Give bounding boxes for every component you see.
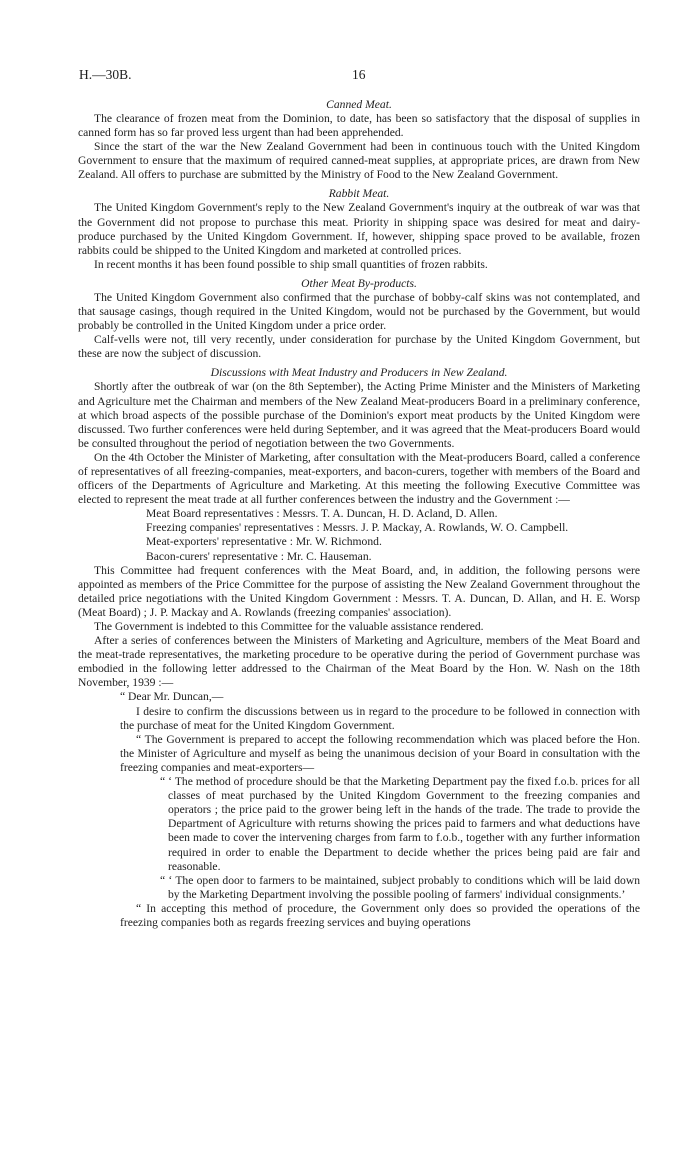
committee-list [146,507,640,563]
paragraph: Shortly after the outbreak of war (on the 8th September), the Acting Prime Minister and the Ministers of Marketing and Agriculture met the Chairman and members of the New Zealand Meat-producers Board in a preliminary conference, at which broad aspects of the possible purchase of the Dominion's export meat products by the United Kingdom were discussed. Two further conferences were held during September, and it was agreed that the Meat-producers Board would be consulted throughout the period of negotiation between the two Governments. [78,380,640,450]
list-item: Meat-exporters' representative : Mr. W. Richmond. [146,535,382,549]
paragraph: Since the start of the war the New Zealand Government had been in continuous touch with the United Kingdom Government to ensure that the maximum of required canned-meat supplies, at appropriate prices, are drawn from New Zealand. All offers to purchase are submitted by the Ministry of Food to the New Zealand Government. [78,140,640,182]
paragraph: The Government is indebted to this Committee for the valuable assistance rendered. [94,620,484,633]
letter-salutation: “ Dear Mr. Duncan,— [120,690,224,704]
quoted-recommendation: “ ‘ The method of procedure should be that the Marketing Department pay the fixed f.o.b. prices for all classes of meat purchased by the United Kingdom Government to the freezing companies and operators ; the price paid to the grower being left in the hands of the trade. The trade to provide the Department of Agriculture with returns showing the prices paid to farmers and what deductions have been made to cover the intervening charges from farm to f.o.b., together with any further information required in order to enable the Department to decide whether the prices being paid are fair and reasonable. [160,775,640,873]
section-heading-by-products: Other Meat By-products. [301,276,417,290]
paragraph: This Committee had frequent conferences with the Meat Board, and, in addition, the following persons were appointed as members of the Price Committee for the purpose of assisting the New Zealand Government throughout the detailed price negotiations with the United Kingdom Government : Messrs. T. A. Duncan, D. Allan, and H. E. Worsp (Meat Board) ; J. P. Mackay and A. Rowlands (freezing companies' association). [78,563,640,619]
section-heading-rabbit-meat: Rabbit Meat. [328,187,390,201]
page-number: 16 [352,67,366,82]
paragraph: After a series of conferences between the Ministers of Marketing and Agriculture, members of the Meat Board and the meat-trade representatives, the marketing procedure to be operative during the period of Government purchase was embodied in the following letter addressed to the Chairman of the Meat Board by the Hon. W. Nash on the 18th November, 1939 :— [78,634,640,690]
list-item: Meat Board representatives : Messrs. T. A. Duncan, H. D. Acland, D. Allen. [146,507,498,521]
list-item: Bacon-curers' representative : Mr. C. Hauseman. [146,549,372,563]
paragraph: In recent months it has been found possible to ship small quantities of frozen rabbits. [94,257,488,271]
paragraph: “ The Government is prepared to accept the following recommendation which was placed before the Hon. the Minister of Agriculture and myself as being the unanimous decision of your Board in consultation with the freezing companies and meat-exporters— [120,732,640,774]
section-heading-discussions: Discussions with Meat Industry and Producers in New Zealand. [210,366,508,380]
paragraph: The United Kingdom Government's reply to the New Zealand Government's inquiry at the outbreak of war was that the Government did not propose to purchase this meat. Priority in shipping space was desired for meat and dairy-produce purchased by the United Kingdom Government. If, however, shipping space proved to be available, frozen rabbits could be shipped to the United Kingdom and marketed at controlled prices. [78,201,640,257]
paragraph: I desire to confirm the discussions between us in regard to the procedure to be followed in connection with the purchase of meat for the United Kingdom Government. [120,704,640,732]
letter-body [120,902,640,930]
body-text [78,98,640,930]
letter-body [120,705,640,775]
paragraph: The clearance of frozen meat from the Dominion, to date, has been so satisfactory that the disposal of supplies in canned form has so far proved less urgent than had been apprehended. [78,112,640,140]
list-item: Freezing companies' representatives : Messrs. J. P. Mackay, A. Rowlands, W. O. Campbell. [146,521,569,535]
quoted-recommendation: “ ‘ The open door to farmers to be maintained, subject probably to conditions which will be laid down by the Marketing Department involving the possible pooling of farmers' individual consignments.’ [160,873,640,901]
paragraph: Calf-vells were not, till very recently, under consideration for purchase by the United Kingdom Government, but these are now the subject of discussion. [78,333,640,361]
document-code: H.—30B. [79,67,132,82]
section-heading-canned-meat: Canned Meat. [326,98,392,111]
paragraph: On the 4th October the Minister of Marketing, after consultation with the Meat-producers Board, called a conference of representatives of all freezing-companies, meat-exporters, and bacon-curers, together with members of the Board and officers of the Departments of Agriculture and Marketing. At this meeting the following Executive Committee was elected to represent the meat trade at all further conferences between the industry and the Government :— [78,450,640,507]
paragraph: The United Kingdom Government also confirmed that the purchase of bobby-calf skins was not contemplated, and that sausage casings, though required in the United Kingdom, would not be purchased by the Government, but would probably be controlled in the United Kingdom under a price order. [78,290,640,333]
paragraph: “ In accepting this method of procedure, the Government only does so provided the operations of the freezing companies both as regards freezing services and buying operations [120,901,640,929]
